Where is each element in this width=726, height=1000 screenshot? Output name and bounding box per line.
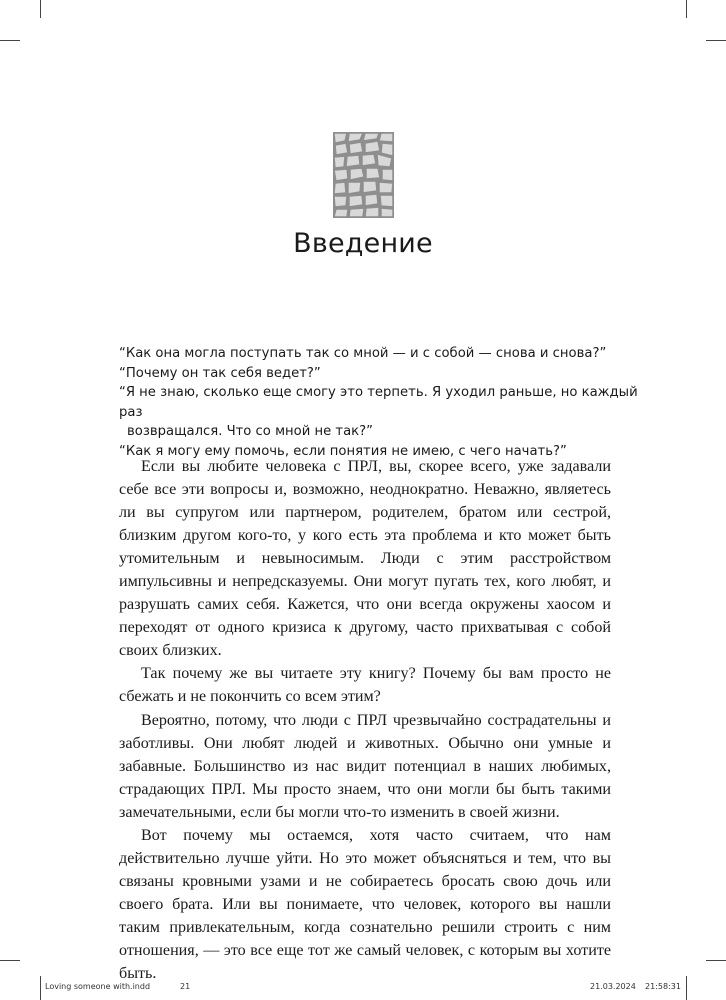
crop-mark-left-top xyxy=(0,40,20,41)
crop-mark-bottom-right xyxy=(686,976,687,1000)
crop-mark-right-top xyxy=(706,40,726,41)
paragraph: Вероятно, потому, что люди с ПРЛ чрезвычайно сострадательны и заботливы. Они любят людей и животных. Обычно они умные и забавные. Большинство из нас видит потенциал в наших любимых, страдающих ПРЛ. Мы просто знаем, что они могли бы быть такими замечательными, если бы могли что-то изменить в своей жизни. xyxy=(119,711,611,821)
quote-line: “Почему он так себя ведет?” xyxy=(119,365,321,381)
body-text xyxy=(119,455,611,985)
slug-page-number: 21 xyxy=(180,982,191,991)
mosaic-ornament-icon xyxy=(333,132,394,218)
crop-mark-top-left xyxy=(40,0,41,18)
quote-line-continued: возвращался. Что со мной не так?” xyxy=(127,424,373,440)
slug-date: 21.03.2024 xyxy=(590,982,636,991)
chapter-title: Введение xyxy=(293,228,433,259)
quote-line: “Как я могу ему помочь, если понятия не имею, с чего начать?” xyxy=(119,443,567,459)
crop-mark-top-right xyxy=(686,0,687,18)
crop-mark-left-bottom xyxy=(0,960,20,961)
paragraph: Так почему же вы читаете эту книгу? Почему бы вам просто не сбежать и не покончить со всем этим? xyxy=(119,665,611,706)
quote-line: “Как она могла поступать так со мной — и с собой — снова и снова?” xyxy=(119,346,607,361)
crop-mark-right-bottom xyxy=(706,960,726,961)
epigraph-quotes xyxy=(119,344,639,462)
slug-filename: Loving someone with.indd xyxy=(45,982,151,991)
paragraph: Вот почему мы остаемся, хотя часто считаем, что нам действительно лучше уйти. Но это может объясняться и тем, что вы связаны кровными узами и не собираетесь бросать свою дочь или своего брата. Или вы понимаете, что человек, которого вы нашли таким привлекательным, когда сознательно решили строить с ним отношения, — это все еще тот же самый человек, с которым вы хотите быть. xyxy=(119,826,611,983)
paragraph: Если вы любите человека с ПРЛ, вы, скорее всего, уже задавали себе все эти вопросы и, возможно, неоднократно. Неважно, являетесь ли вы супругом или партнером, родителем, братом или сестрой, близким другом кого-то, у кого есть эта проблема и кто может быть утомительным и невыносимым. Люди с этим расстройством импульсивны и непредсказуемы. Они могут пугать тех, кого любят, и разрушать самих себя. Кажется, что они всегда окружены хаосом и переходят от одного кризиса к другому, часто прихватывая с собой своих близких. xyxy=(119,458,611,660)
slug-time: 21:58:31 xyxy=(645,982,681,991)
quote-line: “Я не знаю, сколько еще смогу это терпеть. Я уходил раньше, но каждый раз xyxy=(119,385,638,420)
crop-mark-bottom-left xyxy=(40,976,41,1000)
